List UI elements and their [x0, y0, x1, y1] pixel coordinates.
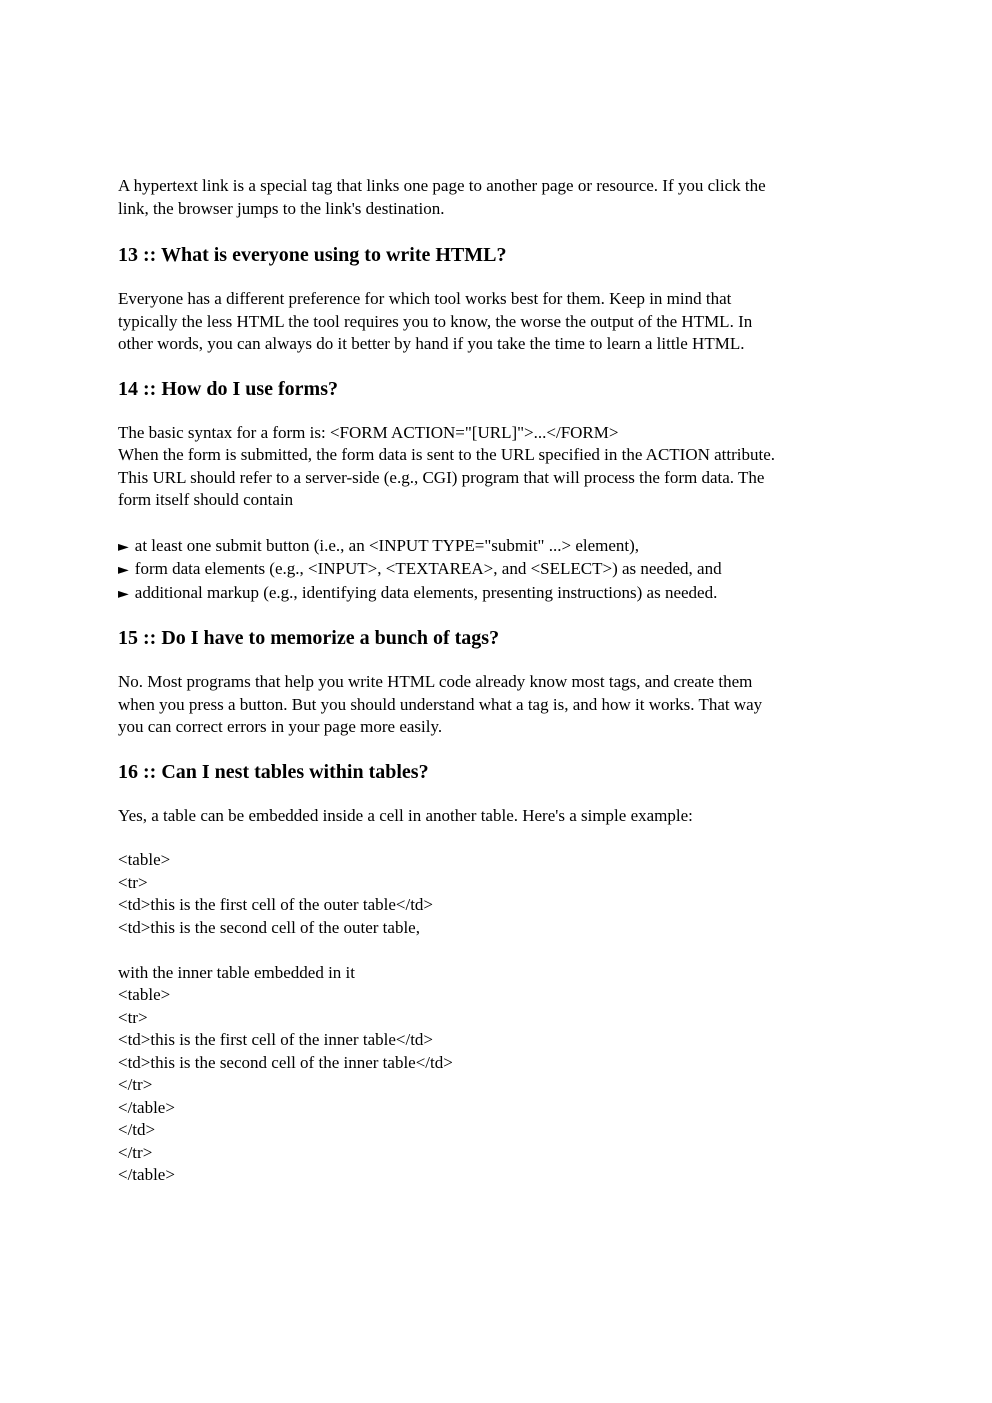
- question-14-heading: 14 :: How do I use forms?: [118, 377, 338, 400]
- list-item: [118, 582, 878, 606]
- list-item-text: at least one submit button (i.e., an <INPUT TYPE="submit" ...> element),: [134, 535, 640, 555]
- list-item-text: form data elements (e.g., <INPUT>, <TEXTAREA>, and <SELECT>) as needed, and: [134, 559, 722, 578]
- code-blank-line: [118, 939, 878, 962]
- text-line: The basic syntax for a form is: <FORM ACTION="[URL]">...</FORM>: [118, 422, 619, 442]
- text-line: When the form is submitted, the form data is sent to the URL specified in the ACTION attribute.: [118, 445, 776, 464]
- text-line: No. Most programs that help you write HTML code already know most tags, and create them: [118, 672, 753, 691]
- question-15-heading: 15 :: Do I have to memorize a bunch of tags?: [118, 627, 500, 649]
- intro-paragraph: [118, 175, 878, 220]
- list-item-text: additional markup (e.g., identifying data elements, presenting instructions) as needed.: [134, 582, 718, 602]
- question-13-heading: 13 :: What is everyone using to write HTML?: [118, 244, 507, 266]
- code-line: </tr>: [118, 1075, 153, 1094]
- list-item: [118, 535, 878, 559]
- answer-13-paragraph: [118, 288, 878, 356]
- list-item: [118, 558, 878, 582]
- text-line: when you press a button. But you should understand what a tag is, and how it works. That way: [118, 694, 763, 714]
- text-line: A hypertext link is a special tag that links one page to another page or resource. If you click the: [118, 176, 766, 195]
- text-line: form itself should contain: [118, 490, 294, 509]
- answer-14-paragraph: [118, 422, 878, 512]
- code-line: <td>this is the second cell of the outer table,: [118, 917, 420, 937]
- code-line: <td>this is the first cell of the outer table</td>: [118, 895, 434, 914]
- text-line: you can correct errors in your page more easily.: [118, 717, 443, 736]
- question-16-heading: 16 :: Can I nest tables within tables?: [118, 760, 429, 783]
- code-line: </td>: [118, 1120, 156, 1139]
- code-line: <td>this is the second cell of the inner table</td>: [118, 1052, 453, 1072]
- code-line: <td>this is the first cell of the inner table</td>: [118, 1030, 434, 1049]
- text-line: typically the less HTML the tool requires you to know, the worse the output of the HTML. In: [118, 311, 753, 331]
- code-line: <table>: [118, 985, 171, 1004]
- form-requirements-list: [118, 535, 878, 606]
- code-line: <tr>: [118, 872, 148, 892]
- triangle-bullet-icon: ►: [118, 562, 129, 578]
- code-line: <table>: [118, 850, 171, 869]
- document-page: [118, 175, 878, 1187]
- text-line: This URL should refer to a server-side (e.g., CGI) program that will process the form data. The: [118, 467, 765, 487]
- answer-15-paragraph: [118, 671, 878, 739]
- code-line: </tr>: [118, 1142, 153, 1162]
- nested-table-code-example: [118, 849, 878, 1187]
- code-line: </table>: [118, 1097, 175, 1117]
- code-line: </table>: [118, 1165, 175, 1184]
- triangle-bullet-icon: ►: [118, 538, 129, 555]
- text-line: link, the browser jumps to the link's destination.: [118, 198, 445, 218]
- answer-16-paragraph: [118, 805, 878, 828]
- triangle-bullet-icon: ►: [118, 585, 129, 602]
- text-line: Yes, a table can be embedded inside a cell in another table. Here's a simple example:: [118, 805, 693, 825]
- text-line: other words, you can always do it better by hand if you take the time to learn a little HTML.: [118, 334, 745, 353]
- code-line: <tr>: [118, 1007, 148, 1027]
- code-line: with the inner table embedded in it: [118, 962, 355, 982]
- text-line: Everyone has a different preference for which tool works best for them. Keep in mind that: [118, 289, 732, 308]
